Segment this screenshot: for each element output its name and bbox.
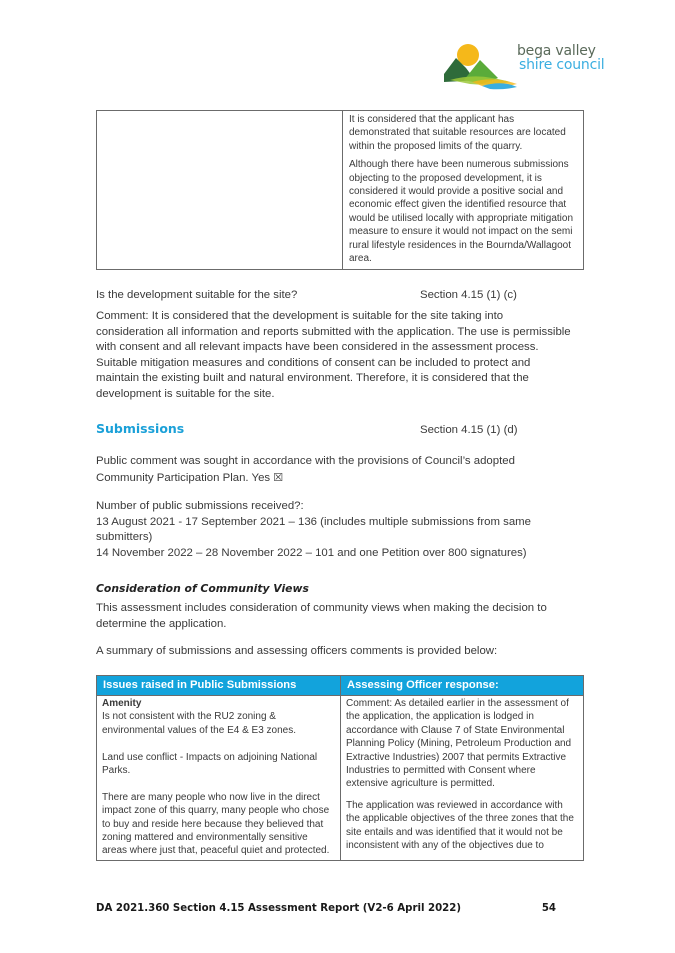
logo-text-line2: shire council	[519, 57, 605, 73]
public-comment-text: Public comment was sought in accordance with the provisions of Council’s adopted Community Participation Plan. Yes	[96, 455, 515, 484]
response-text: The application was reviewed in accordance with the applicable objectives of the three zones that the site entails and was identified that it would not be inconsistent with any of the objectives due to	[346, 799, 574, 852]
table-cell-empty	[97, 111, 343, 270]
table-cell-comment	[343, 111, 584, 270]
response-cell	[341, 696, 584, 861]
table-row	[97, 696, 584, 861]
council-logo	[442, 40, 632, 90]
issue-title: Amenity	[102, 698, 142, 709]
suitability-comment: Comment: It is considered that the development is suitable for the site taking into consideration all information and reports submitted with the application. The use is permissible with consent and all relevant impacts have been considered in the assessment process. Suitable mitigation measures and conditions of consent can be included to protect and maintain the existing built and natural environment. Therefore, it is considered that the development is suitable for the site.	[96, 310, 571, 400]
column-header-issues: Issues raised in Public Submissions	[97, 676, 341, 696]
continued-assessment-table	[96, 110, 584, 270]
submission-count-label: Number of public submissions received?:	[96, 500, 304, 512]
summary-intro-text: A summary of submissions and assessing officers comments is provided below:	[96, 645, 498, 657]
page-footer	[96, 903, 556, 914]
issues-cell	[97, 696, 341, 861]
community-views-heading: Consideration of Community Views	[96, 582, 309, 595]
logo-text-line1: bega valley	[517, 43, 596, 59]
response-text: Comment: As detailed earlier in the assessment of the application, the application is lodged in accordance with Clause 7 of State Environmental Planning Policy (Mining, Petroleum Production and Extractive Industries) 2007 that permits Extractive Industries to permitted with Consent where extensive agriculture is permitted.	[346, 698, 572, 790]
issue-text: There are many people who now live in the direct impact zone of this quarry, many people who chose to buy and reside here because they believed that zoning mattered and environmentally sensitive areas where just that, peaceful quiet and protected.	[102, 791, 330, 857]
footer-report-title: DA 2021.360 Section 4.15 Assessment Report (V2-6 April 2022)	[96, 903, 462, 914]
issue-text: Land use conflict - Impacts on adjoining National Parks.	[102, 751, 318, 777]
suitability-section-ref: Section 4.15 (1) (c)	[420, 289, 517, 301]
table-header-row	[97, 676, 584, 696]
submissions-heading: Submissions	[96, 421, 185, 436]
table-row	[97, 111, 584, 270]
public-comment-statement	[96, 454, 546, 486]
page-number: 54	[541, 903, 556, 914]
issue-text: Is not consistent with the RU2 zoning & environmental values of the E4 & E3 zones.	[102, 711, 297, 736]
suitability-question: Is the development suitable for the site?	[96, 289, 298, 301]
paragraph: Although there have been numerous submissions objecting to the proposed development, it is considered it would provide a positive social and economic effect given the identified resource that would be utilised locally with appropriate mitigation measure to ensure it would not impact on the semi rural lifestyle residences in the Bournda/Wallagoot area.	[349, 159, 574, 265]
yes-checkbox[interactable]: ☒	[273, 470, 284, 484]
column-header-response: Assessing Officer response:	[341, 676, 584, 696]
council-landscape-logo-icon	[442, 40, 517, 90]
community-views-text: This assessment includes consideration of community views when making the decision to determine the application.	[96, 602, 547, 630]
submission-period-2: 14 November 2022 – 28 November 2022 – 101 and one Petition over 800 signatures)	[96, 546, 527, 559]
submissions-summary-table	[96, 675, 584, 861]
submissions-section-ref: Section 4.15 (1) (d)	[420, 424, 518, 436]
submission-period-1: 13 August 2021 - 17 September 2021 – 136 (includes multiple submissions from same submitters)	[96, 515, 531, 544]
submission-count-block	[96, 499, 556, 561]
paragraph: It is considered that the applicant has demonstrated that suitable resources are located within the proposed limits of the quarry.	[349, 114, 566, 152]
